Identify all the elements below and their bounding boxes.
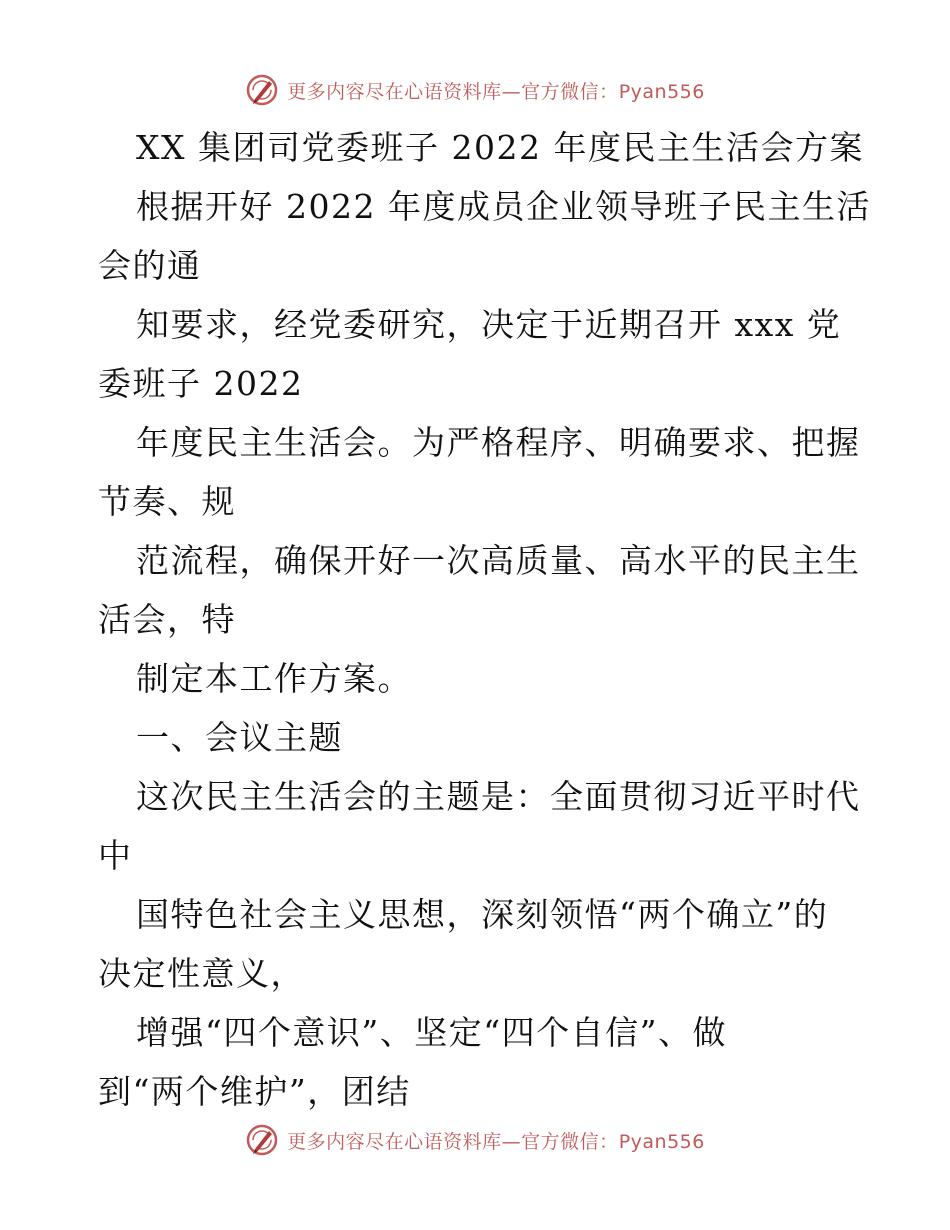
pen-logo-icon (245, 1123, 279, 1157)
document-line: 年度民主生活会。为严格程序、明确要求、把握 (136, 423, 861, 462)
watermark-main-text: 更多内容尽在心语资料库 (287, 80, 502, 103)
watermark-separator: — (501, 1130, 522, 1153)
document-line: 节奏、规 (98, 482, 236, 521)
document-line: 委班子 2022 (98, 364, 304, 403)
watermark-wechat-label: 官方微信： (521, 80, 619, 103)
watermark-wechat-id: Pyan556 (618, 1130, 705, 1153)
watermark-wechat-id: Pyan556 (618, 80, 705, 103)
watermark-main-text: 更多内容尽在心语资料库 (287, 1130, 502, 1153)
document-line: 到“两个维护”，团结 (98, 1072, 411, 1111)
document-line: 根据开好 2022 年度成员企业领导班子民主生活 (136, 187, 871, 226)
watermark-text (287, 77, 705, 104)
document-line: 国特色社会主义思想，深刻领悟“两个确立”的 (136, 895, 829, 934)
document-body (98, 118, 871, 1121)
document-line: 制定本工作方案。 (136, 659, 412, 698)
document-line: 一、会议主题 (136, 718, 343, 757)
document-line: 增强“四个意识”、坚定“四个自信”、做 (136, 1013, 727, 1052)
document-line: 这次民主生活会的主题是：全面贯彻习近平时代 (136, 777, 861, 816)
document-line: 会的通 (98, 246, 202, 285)
document-line: 活会，特 (98, 600, 236, 639)
watermark-text (287, 1127, 705, 1154)
document-line: 中 (98, 836, 133, 875)
document-line: 范流程，确保开好一次高质量、高水平的民主生 (136, 541, 861, 580)
document-line: 知要求，经党委研究，决定于近期召开 xxx 党 (136, 305, 842, 344)
watermark-separator: — (501, 80, 522, 103)
pen-logo-icon (245, 73, 279, 107)
document-line: XX 集团司党委班子 2022 年度民主生活会方案 (136, 128, 864, 167)
watermark-wechat-label: 官方微信： (521, 1130, 619, 1153)
watermark-banner-top (0, 70, 950, 110)
watermark-banner-bottom (0, 1120, 950, 1160)
document-line: 决定性意义， (98, 954, 305, 993)
